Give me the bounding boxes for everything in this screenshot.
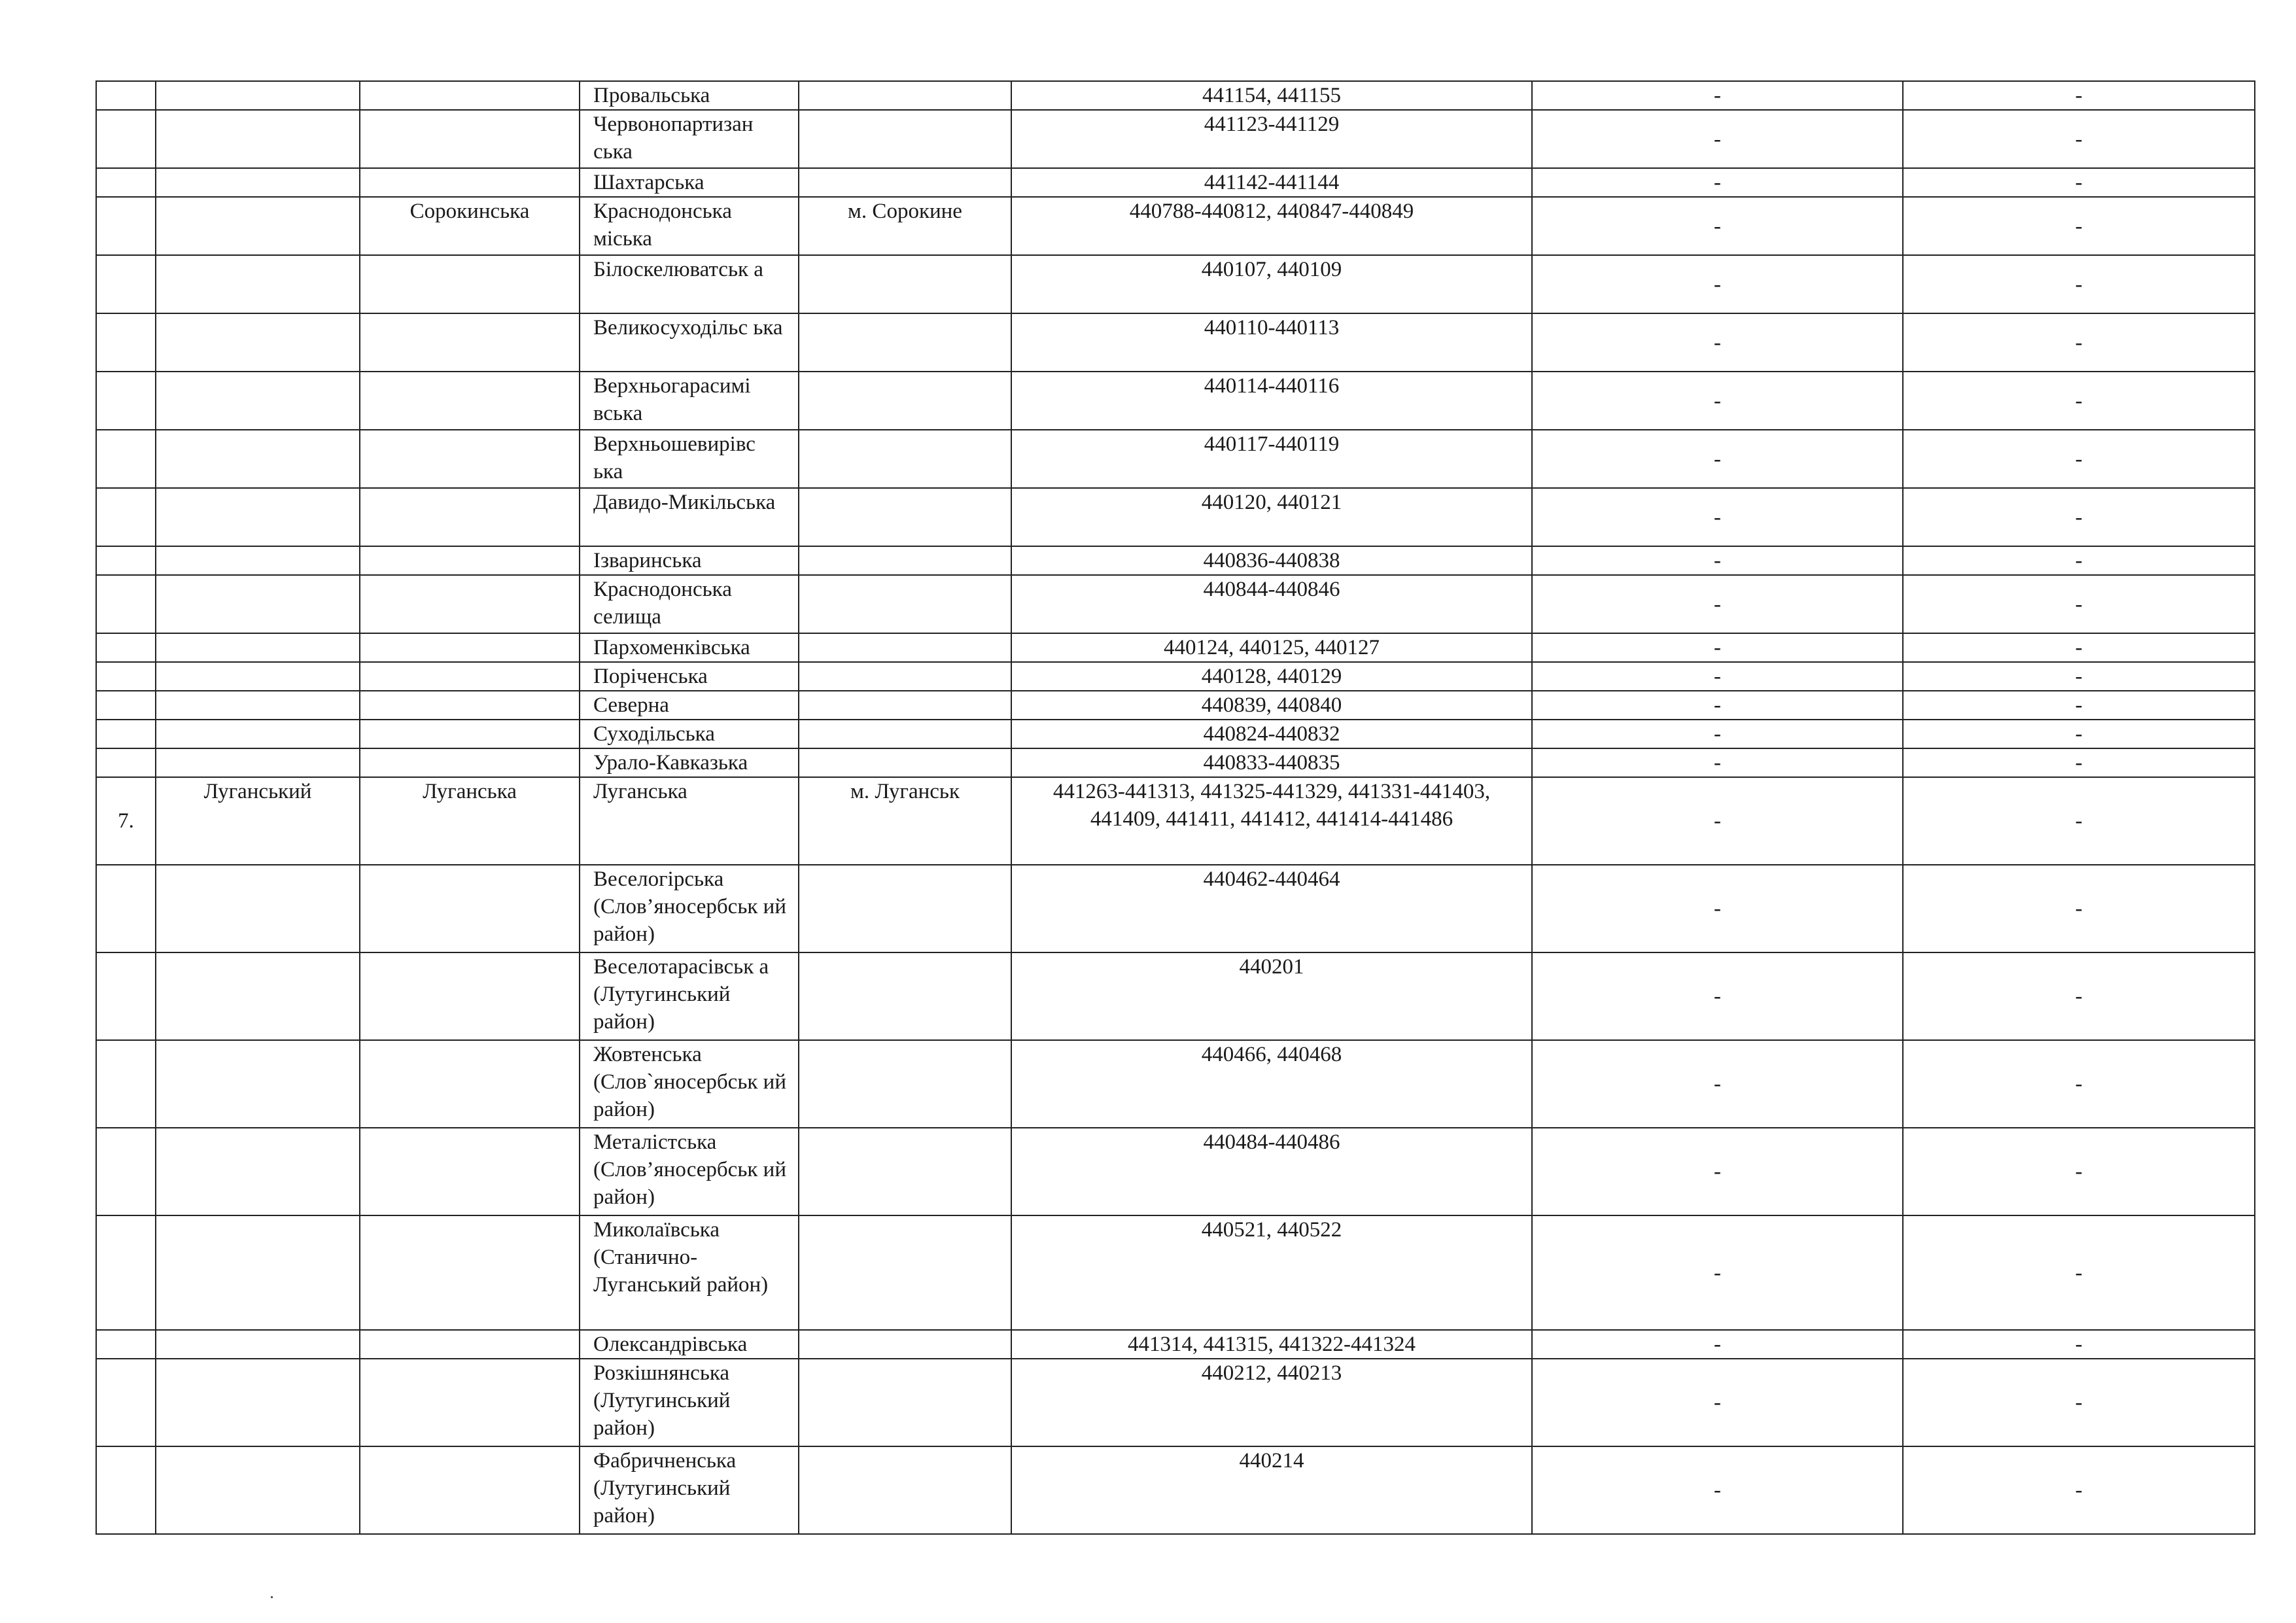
koatuu-codes: 440117-440119 bbox=[1011, 430, 1532, 488]
column-8-value: - bbox=[1903, 197, 2255, 255]
column-8-value: - bbox=[1903, 168, 2255, 197]
oblast-district bbox=[156, 748, 360, 777]
admin-center bbox=[799, 546, 1011, 575]
council-name: Білоскелюватськ а bbox=[580, 255, 799, 313]
hromada-name bbox=[360, 952, 580, 1040]
row-number bbox=[96, 1040, 156, 1128]
oblast-district: Луганський bbox=[156, 777, 360, 865]
row-number bbox=[96, 1215, 156, 1330]
oblast-district bbox=[156, 372, 360, 430]
row-number bbox=[96, 168, 156, 197]
column-8-value: - bbox=[1903, 952, 2255, 1040]
column-7-value: - bbox=[1532, 1215, 1903, 1330]
council-name: Розкішнянська (Лутугинський район) bbox=[580, 1359, 799, 1446]
oblast-district bbox=[156, 662, 360, 691]
council-name: Краснодонська селища bbox=[580, 575, 799, 633]
table-row bbox=[96, 1359, 2255, 1446]
council-name: Металістська (Слов’яносербськ ий район) bbox=[580, 1128, 799, 1215]
table-row bbox=[96, 777, 2255, 865]
council-name: Урало-Кавказька bbox=[580, 748, 799, 777]
column-8-value: - bbox=[1903, 691, 2255, 720]
koatuu-codes: 440521, 440522 bbox=[1011, 1215, 1532, 1330]
column-8-value: - bbox=[1903, 777, 2255, 865]
hromada-name bbox=[360, 255, 580, 313]
column-7-value: - bbox=[1532, 1040, 1903, 1128]
koatuu-codes: 440110-440113 bbox=[1011, 313, 1532, 372]
row-number bbox=[96, 1128, 156, 1215]
koatuu-codes: 440824-440832 bbox=[1011, 720, 1532, 748]
council-name: Суходільська bbox=[580, 720, 799, 748]
column-8-value: - bbox=[1903, 110, 2255, 168]
admin-center bbox=[799, 662, 1011, 691]
column-7-value: - bbox=[1532, 748, 1903, 777]
admin-center bbox=[799, 313, 1011, 372]
admin-center bbox=[799, 81, 1011, 110]
table-row bbox=[96, 313, 2255, 372]
koatuu-codes: 440466, 440468 bbox=[1011, 1040, 1532, 1128]
column-8-value: - bbox=[1903, 633, 2255, 662]
row-number bbox=[96, 255, 156, 313]
koatuu-codes: 440839, 440840 bbox=[1011, 691, 1532, 720]
row-number bbox=[96, 575, 156, 633]
scan-speck bbox=[271, 1596, 273, 1598]
admin-center bbox=[799, 1446, 1011, 1534]
row-number bbox=[96, 1446, 156, 1534]
row-number bbox=[96, 633, 156, 662]
koatuu-codes: 440107, 440109 bbox=[1011, 255, 1532, 313]
table-body bbox=[96, 81, 2255, 1534]
column-8-value: - bbox=[1903, 1215, 2255, 1330]
hromada-name: Луганська bbox=[360, 777, 580, 865]
table-row bbox=[96, 1215, 2255, 1330]
council-name: Шахтарська bbox=[580, 168, 799, 197]
row-number bbox=[96, 81, 156, 110]
koatuu-codes: 441142-441144 bbox=[1011, 168, 1532, 197]
council-name: Поріченська bbox=[580, 662, 799, 691]
admin-center bbox=[799, 168, 1011, 197]
council-name: Провальська bbox=[580, 81, 799, 110]
table-row bbox=[96, 168, 2255, 197]
hromada-name bbox=[360, 1330, 580, 1359]
hromada-name bbox=[360, 430, 580, 488]
council-name: Олександрівська bbox=[580, 1330, 799, 1359]
council-name: Верхньошевирівс ька bbox=[580, 430, 799, 488]
council-name: Верхньогарасимі вська bbox=[580, 372, 799, 430]
table-row bbox=[96, 1446, 2255, 1534]
oblast-district bbox=[156, 546, 360, 575]
row-number bbox=[96, 197, 156, 255]
koatuu-codes: 440212, 440213 bbox=[1011, 1359, 1532, 1446]
column-7-value: - bbox=[1532, 488, 1903, 546]
koatuu-codes: 440214 bbox=[1011, 1446, 1532, 1534]
row-number bbox=[96, 952, 156, 1040]
oblast-district bbox=[156, 575, 360, 633]
admin-center bbox=[799, 110, 1011, 168]
koatuu-codes: 441123-441129 bbox=[1011, 110, 1532, 168]
council-name: Краснодонська міська bbox=[580, 197, 799, 255]
koatuu-codes: 441263-441313, 441325-441329, 441331-441403, 441409, 441411, 441412, 441414-441486 bbox=[1011, 777, 1532, 865]
table-row bbox=[96, 691, 2255, 720]
council-name: Ізваринська bbox=[580, 546, 799, 575]
table-row bbox=[96, 1040, 2255, 1128]
hromada-name bbox=[360, 865, 580, 952]
row-number bbox=[96, 110, 156, 168]
column-7-value: - bbox=[1532, 865, 1903, 952]
row-number bbox=[96, 430, 156, 488]
column-7-value: - bbox=[1532, 575, 1903, 633]
admin-center bbox=[799, 865, 1011, 952]
row-number bbox=[96, 488, 156, 546]
column-7-value: - bbox=[1532, 777, 1903, 865]
row-number bbox=[96, 865, 156, 952]
column-8-value: - bbox=[1903, 1040, 2255, 1128]
oblast-district bbox=[156, 1040, 360, 1128]
hromada-name bbox=[360, 720, 580, 748]
oblast-district bbox=[156, 81, 360, 110]
oblast-district bbox=[156, 110, 360, 168]
column-7-value: - bbox=[1532, 1446, 1903, 1534]
column-8-value: - bbox=[1903, 430, 2255, 488]
council-name: Миколаївська (Станично-Луганський район) bbox=[580, 1215, 799, 1330]
row-number bbox=[96, 546, 156, 575]
oblast-district bbox=[156, 865, 360, 952]
hromada-name bbox=[360, 1446, 580, 1534]
column-7-value: - bbox=[1532, 633, 1903, 662]
council-name: Жовтенська (Слов`яносербськ ий район) bbox=[580, 1040, 799, 1128]
table-row bbox=[96, 575, 2255, 633]
koatuu-codes: 440788-440812, 440847-440849 bbox=[1011, 197, 1532, 255]
koatuu-codes: 440833-440835 bbox=[1011, 748, 1532, 777]
column-8-value: - bbox=[1903, 1359, 2255, 1446]
admin-center bbox=[799, 952, 1011, 1040]
admin-center bbox=[799, 691, 1011, 720]
column-8-value: - bbox=[1903, 720, 2255, 748]
table-row bbox=[96, 1330, 2255, 1359]
council-name: Фабричненська (Лутугинський район) bbox=[580, 1446, 799, 1534]
koatuu-codes: 440114-440116 bbox=[1011, 372, 1532, 430]
hromada-name bbox=[360, 488, 580, 546]
oblast-district bbox=[156, 488, 360, 546]
column-7-value: - bbox=[1532, 662, 1903, 691]
koatuu-codes: 440128, 440129 bbox=[1011, 662, 1532, 691]
admin-center bbox=[799, 1215, 1011, 1330]
oblast-district bbox=[156, 1359, 360, 1446]
admin-center bbox=[799, 720, 1011, 748]
council-name: Луганська bbox=[580, 777, 799, 865]
row-number bbox=[96, 720, 156, 748]
council-name: Пархоменківська bbox=[580, 633, 799, 662]
table-row bbox=[96, 255, 2255, 313]
row-number bbox=[96, 372, 156, 430]
hromada-name bbox=[360, 662, 580, 691]
admin-center: м. Сорокине bbox=[799, 197, 1011, 255]
admin-center bbox=[799, 430, 1011, 488]
admin-center bbox=[799, 1040, 1011, 1128]
oblast-district bbox=[156, 168, 360, 197]
column-7-value: - bbox=[1532, 255, 1903, 313]
column-7-value: - bbox=[1532, 197, 1903, 255]
admin-center bbox=[799, 1330, 1011, 1359]
column-7-value: - bbox=[1532, 691, 1903, 720]
oblast-district bbox=[156, 255, 360, 313]
council-name: Давидо-Микільська bbox=[580, 488, 799, 546]
column-8-value: - bbox=[1903, 748, 2255, 777]
column-8-value: - bbox=[1903, 865, 2255, 952]
column-8-value: - bbox=[1903, 372, 2255, 430]
hromada-name bbox=[360, 81, 580, 110]
council-name: Северна bbox=[580, 691, 799, 720]
row-number bbox=[96, 748, 156, 777]
oblast-district bbox=[156, 430, 360, 488]
admin-center bbox=[799, 748, 1011, 777]
admin-center bbox=[799, 1359, 1011, 1446]
koatuu-codes: 441154, 441155 bbox=[1011, 81, 1532, 110]
admin-center bbox=[799, 575, 1011, 633]
hromada-name bbox=[360, 110, 580, 168]
council-name: Червонопартизан ська bbox=[580, 110, 799, 168]
oblast-district bbox=[156, 1446, 360, 1534]
koatuu-codes: 440462-440464 bbox=[1011, 865, 1532, 952]
admin-center bbox=[799, 633, 1011, 662]
oblast-district bbox=[156, 952, 360, 1040]
oblast-district bbox=[156, 313, 360, 372]
oblast-district bbox=[156, 1330, 360, 1359]
table-row bbox=[96, 81, 2255, 110]
admin-center bbox=[799, 372, 1011, 430]
row-number bbox=[96, 691, 156, 720]
hromada-name bbox=[360, 168, 580, 197]
table-row bbox=[96, 720, 2255, 748]
koatuu-codes: 440484-440486 bbox=[1011, 1128, 1532, 1215]
column-7-value: - bbox=[1532, 1359, 1903, 1446]
admin-center bbox=[799, 1128, 1011, 1215]
oblast-district bbox=[156, 1215, 360, 1330]
column-8-value: - bbox=[1903, 313, 2255, 372]
hromadas-table bbox=[96, 80, 2255, 1535]
column-8-value: - bbox=[1903, 1128, 2255, 1215]
row-number: 7. bbox=[96, 777, 156, 865]
column-7-value: - bbox=[1532, 1128, 1903, 1215]
column-7-value: - bbox=[1532, 546, 1903, 575]
column-7-value: - bbox=[1532, 952, 1903, 1040]
column-7-value: - bbox=[1532, 110, 1903, 168]
oblast-district bbox=[156, 1128, 360, 1215]
row-number bbox=[96, 313, 156, 372]
oblast-district bbox=[156, 720, 360, 748]
table-row bbox=[96, 488, 2255, 546]
oblast-district bbox=[156, 197, 360, 255]
koatuu-codes: 441314, 441315, 441322-441324 bbox=[1011, 1330, 1532, 1359]
hromada-name bbox=[360, 1215, 580, 1330]
hromada-name bbox=[360, 633, 580, 662]
hromada-name bbox=[360, 372, 580, 430]
hromada-name bbox=[360, 575, 580, 633]
oblast-district bbox=[156, 633, 360, 662]
hromada-name bbox=[360, 1359, 580, 1446]
column-8-value: - bbox=[1903, 488, 2255, 546]
koatuu-codes: 440836-440838 bbox=[1011, 546, 1532, 575]
council-name: Великосуходільс ька bbox=[580, 313, 799, 372]
column-8-value: - bbox=[1903, 1446, 2255, 1534]
column-7-value: - bbox=[1532, 81, 1903, 110]
column-7-value: - bbox=[1532, 1330, 1903, 1359]
table-row bbox=[96, 633, 2255, 662]
koatuu-codes: 440201 bbox=[1011, 952, 1532, 1040]
row-number bbox=[96, 1359, 156, 1446]
column-7-value: - bbox=[1532, 168, 1903, 197]
admin-center bbox=[799, 488, 1011, 546]
hromada-name bbox=[360, 691, 580, 720]
table-row bbox=[96, 110, 2255, 168]
hromada-name bbox=[360, 748, 580, 777]
row-number bbox=[96, 1330, 156, 1359]
council-name: Веселогірська (Слов’яносербськ ий район) bbox=[580, 865, 799, 952]
koatuu-codes: 440124, 440125, 440127 bbox=[1011, 633, 1532, 662]
row-number bbox=[96, 662, 156, 691]
admin-center bbox=[799, 255, 1011, 313]
column-8-value: - bbox=[1903, 255, 2255, 313]
table-row bbox=[96, 952, 2255, 1040]
table-row bbox=[96, 748, 2255, 777]
koatuu-codes: 440120, 440121 bbox=[1011, 488, 1532, 546]
council-name: Веселотарасівськ а (Лутугинський район) bbox=[580, 952, 799, 1040]
hromada-name bbox=[360, 1040, 580, 1128]
table-row bbox=[96, 865, 2255, 952]
column-8-value: - bbox=[1903, 81, 2255, 110]
hromada-name: Сорокинська bbox=[360, 197, 580, 255]
hromada-name bbox=[360, 1128, 580, 1215]
oblast-district bbox=[156, 691, 360, 720]
column-8-value: - bbox=[1903, 662, 2255, 691]
column-7-value: - bbox=[1532, 720, 1903, 748]
column-8-value: - bbox=[1903, 1330, 2255, 1359]
table-row bbox=[96, 546, 2255, 575]
table-row bbox=[96, 1128, 2255, 1215]
admin-center: м. Луганськ bbox=[799, 777, 1011, 865]
column-7-value: - bbox=[1532, 430, 1903, 488]
hromada-name bbox=[360, 546, 580, 575]
hromada-name bbox=[360, 313, 580, 372]
column-8-value: - bbox=[1903, 575, 2255, 633]
column-7-value: - bbox=[1532, 372, 1903, 430]
table-row bbox=[96, 197, 2255, 255]
koatuu-codes: 440844-440846 bbox=[1011, 575, 1532, 633]
table-row bbox=[96, 430, 2255, 488]
column-7-value: - bbox=[1532, 313, 1903, 372]
table-row bbox=[96, 662, 2255, 691]
table-row bbox=[96, 372, 2255, 430]
column-8-value: - bbox=[1903, 546, 2255, 575]
